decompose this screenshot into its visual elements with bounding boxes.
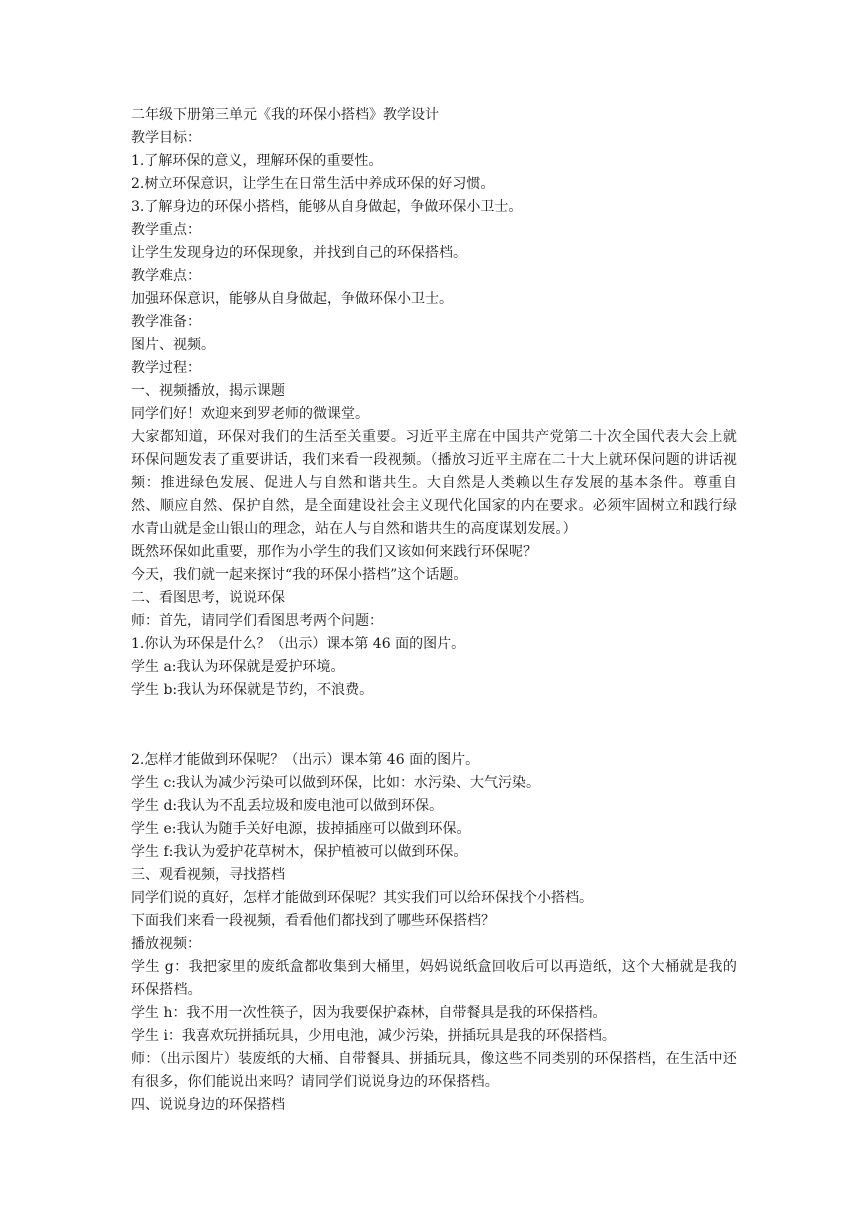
section-2-question-1: 1.你认为环保是什么？（出示）课本第 46 面的图片。: [131, 636, 466, 652]
section-3-play-video: 播放视频：: [131, 936, 201, 952]
key-points-heading: 教学重点：: [131, 222, 201, 238]
document-page: [131, 104, 737, 1117]
student-b-answer: 学生 b:我认为环保就是节约，不浪费。: [131, 682, 374, 698]
student-h-answer: 学生 h：我不用一次性筷子，因为我要保护森林，自带餐具是我的环保搭档。: [131, 1005, 607, 1021]
section-4-heading: 四、说说身边的环保搭档: [131, 1097, 285, 1113]
preparation-heading: 教学准备：: [131, 314, 201, 330]
document-title: 二年级下册第三单元《我的环保小搭档》教学设计: [131, 107, 439, 123]
section-1-greeting: 同学们好！欢迎来到罗老师的微课堂。: [131, 406, 369, 422]
student-c-answer: 学生 c:我认为减少污染可以做到环保，比如：水污染、大气污染。: [131, 775, 541, 791]
difficulty-heading: 教学难点：: [131, 268, 201, 284]
blank-gap: [131, 702, 737, 749]
student-d-answer: 学生 d:我认为不乱丢垃圾和废电池可以做到环保。: [131, 798, 444, 814]
goal-item-1: 1.了解环保的意义，理解环保的重要性。: [131, 153, 383, 169]
section-2-heading: 二、看图思考，说说环保: [131, 590, 285, 606]
student-e-answer: 学生 e:我认为随手关好电源，拔掉插座可以做到环保。: [131, 821, 471, 837]
section-2-question-2: 2.怎样才能做到环保呢？（出示）课本第 46 面的图片。: [131, 752, 480, 768]
goal-item-3: 3.了解身边的环保小搭档，能够从自身做起，争做环保小卫士。: [131, 199, 523, 215]
section-3-heading: 三、观看视频，寻找搭档: [131, 867, 285, 883]
section-1-topic: 今天，我们就一起来探讨“我的环保小搭档”这个话题。: [131, 567, 468, 583]
student-g-answer: 学生 g：我把家里的废纸盒都收集到大桶里，妈妈说纸盒回收后可以再造纸，这个大桶就是我的环保搭档。: [131, 959, 737, 998]
section-1-heading: 一、视频播放，揭示课题: [131, 383, 285, 399]
goal-item-2: 2.树立环保意识，让学生在日常生活中养成环保的好习惯。: [131, 176, 495, 192]
student-f-answer: 学生 f:我认为爱护花草树木，保护植被可以做到环保。: [131, 844, 468, 860]
preparation-text: 图片、视频。: [131, 337, 215, 353]
key-points-text: 让学生发现身边的环保现象，并找到自己的环保搭档。: [131, 245, 467, 261]
goals-heading: 教学目标：: [131, 130, 201, 146]
difficulty-text: 加强环保意识，能够从自身做起，争做环保小卫士。: [131, 291, 453, 307]
student-a-answer: 学生 a:我认为环保就是爱护环境。: [131, 659, 345, 675]
section-3-video-intro: 下面我们来看一段视频，看看他们都找到了哪些环保搭档？: [131, 913, 495, 929]
student-i-answer: 学生 i：我喜欢玩拼插玩具，少用电池，减少污染，拼插玩具是我的环保搭档。: [131, 1028, 616, 1044]
teacher-prompt: 师：（出示图片）装废纸的大桶、自带餐具、拼插玩具，像这些不同类别的环保搭档，在生活中还有很多，你们能说出来吗？请同学们说说身边的环保搭档。: [131, 1051, 737, 1090]
section-3-intro: 同学们说的真好，怎样才能做到环保呢？其实我们可以给环保找个小搭档。: [131, 890, 593, 906]
process-heading: 教学过程：: [131, 360, 201, 376]
section-2-intro: 师：首先，请同学们看图思考两个问题：: [131, 613, 383, 629]
section-1-question: 既然环保如此重要，那作为小学生的我们又该如何来践行环保呢？: [131, 544, 537, 560]
section-1-video-paragraph: 大家都知道，环保对我们的生活至关重要。习近平主席在中国共产党第二十次全国代表大会上就环保问题发表了重要讲话，我们来看一段视频。（播放习近平主席在二十大上就环保问题的讲话视频：推进绿色发展、促进人与自然和谐共生。大自然是人类赖以生存发展的基本条件。尊重自然、顺应自然、保护自然，是全面建设社会主义现代化国家的内在要求。必须牢固树立和践行绿水青山就是金山银山的理念，站在人与自然和谐共生的高度谋划发展。）: [131, 429, 737, 537]
